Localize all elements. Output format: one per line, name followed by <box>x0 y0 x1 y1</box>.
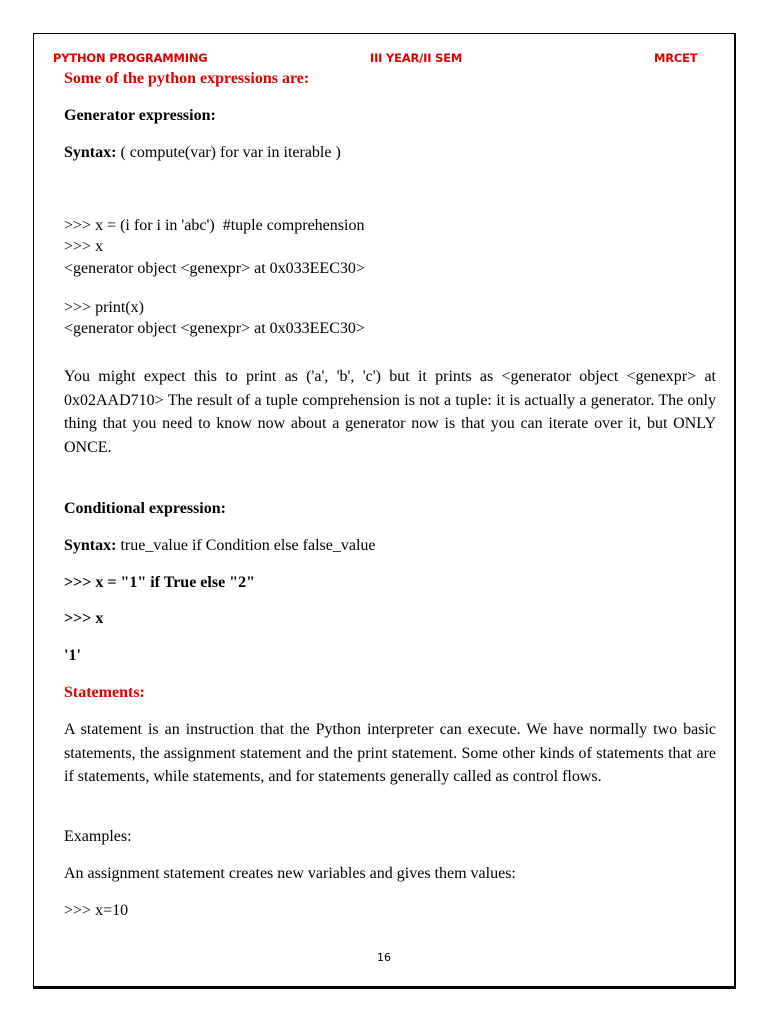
assignment-description: An assignment statement creates new variables and gives them values: <box>64 865 516 882</box>
generator-syntax <box>64 142 341 163</box>
header-college: MRCET <box>654 51 698 65</box>
conditional-code-1: >>> x = "1" if True else "2" <box>64 574 255 591</box>
conditional-syntax-label: Syntax: <box>64 537 117 554</box>
conditional-code-3: '1' <box>64 647 81 664</box>
generator-syntax-label: Syntax: <box>64 144 117 161</box>
code-line-5: <generator object <genexpr> at 0x033EEC30> <box>64 320 365 337</box>
conditional-heading: Conditional expression: <box>64 500 226 517</box>
conditional-code-2: >>> x <box>64 610 104 627</box>
assignment-code: >>> x=10 <box>64 902 129 919</box>
conditional-syntax <box>64 535 375 556</box>
header-course-title: PYTHON PROGRAMMING <box>53 51 208 65</box>
code-line-2: >>> x <box>64 238 104 255</box>
examples-label: Examples: <box>64 828 132 845</box>
generator-paragraph: You might expect this to print as ('a', 'b', 'c') but it prints as <generator object <genexpr> at 0x02AAD710> The result of a tuple comprehension is not a tuple: it is actually a generator. The only thing that you need to know now about a generator now is that you can iterate over it, but ONLY ONCE. <box>64 368 716 456</box>
intro-heading: Some of the python expressions are: <box>64 70 310 87</box>
generator-heading: Generator expression: <box>64 107 216 124</box>
statements-heading: Statements: <box>64 684 145 701</box>
statements-paragraph: A statement is an instruction that the Python interpreter can execute. We have normally two basic statements, the assignment statement and the print statement. Some other kinds of statements that are if statements, while statements, and for statements generally called as control flows. <box>64 721 716 786</box>
header-year-sem: III YEAR/II SEM <box>370 51 463 65</box>
page-number: 16 <box>377 951 391 964</box>
conditional-syntax-text: true_value if Condition else false_value <box>120 537 376 554</box>
code-line-3: <generator object <genexpr> at 0x033EEC30> <box>64 260 365 277</box>
generator-syntax-text: ( compute(var) for var in iterable ) <box>120 144 341 161</box>
code-line-4: >>> print(x) <box>64 299 144 316</box>
code-line-1: >>> x = (i for i in 'abc') #tuple comprehension <box>64 217 365 234</box>
